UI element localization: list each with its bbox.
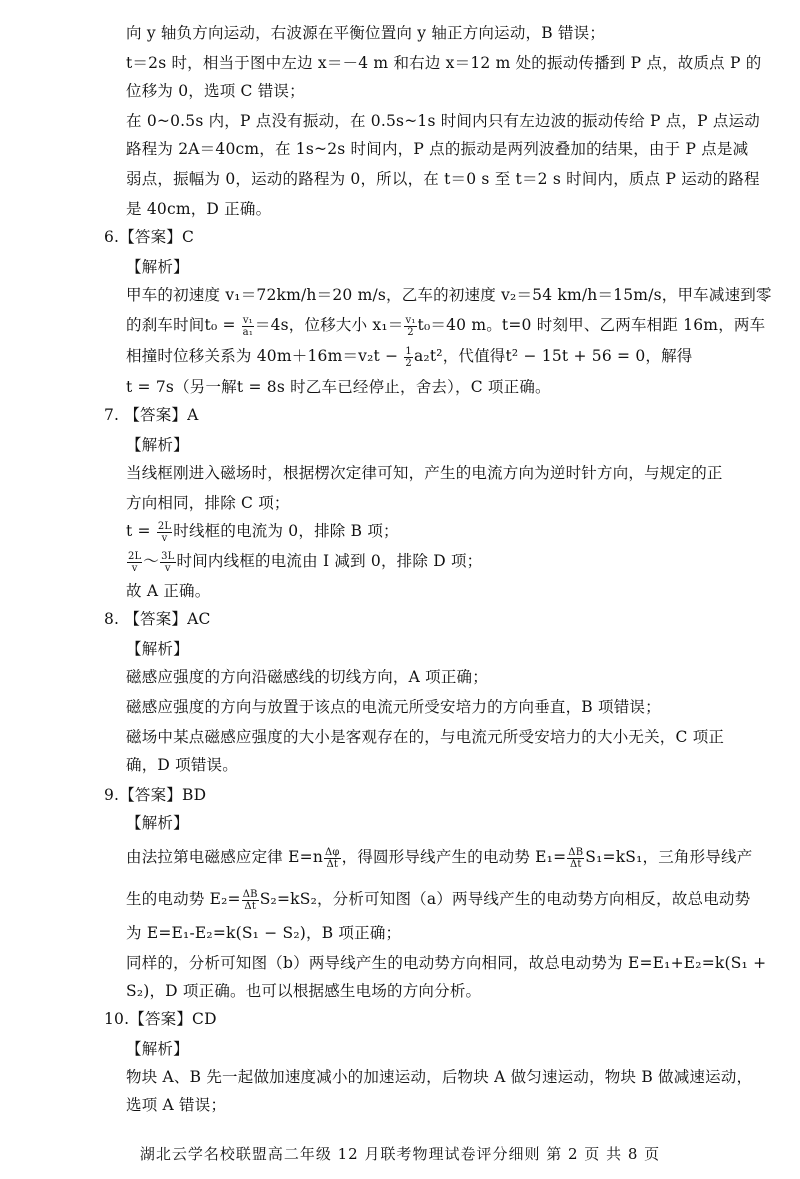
text-line-fraction xyxy=(126,314,765,338)
fraction-denominator: Δt xyxy=(326,858,339,870)
text-line: 同样的，分析可知图（b）两导线产生的电动势方向相同，故总电动势为 E=E₁+E₂=k(S₁ + xyxy=(126,954,767,972)
fraction-denominator: v xyxy=(164,562,171,574)
text-line: 位移为 0，选项 C 错误； xyxy=(126,82,305,100)
text-line: 向 y 轴负方向运动，右波源在平衡位置向 y 轴正方向运动，B 错误； xyxy=(126,24,606,42)
text-line: 故 A 正确。 xyxy=(126,582,211,600)
fraction-denominator: 2 xyxy=(405,357,412,369)
answer-heading-9: 9.【答案】BD xyxy=(104,786,207,804)
fraction-denominator: v xyxy=(161,532,168,544)
fraction-numerator: ΔB xyxy=(568,846,584,858)
text-line: S₂)，D 项正确。也可以根据感生电场的方向分析。 xyxy=(126,982,482,1000)
fraction-denominator: a₁ xyxy=(242,326,254,338)
answer-heading-8: 8. 【答案】AC xyxy=(104,610,211,628)
fraction xyxy=(242,315,254,338)
text-segment: 相撞时位移关系为 40m＋16m＝ xyxy=(126,347,359,365)
math-segment: t = xyxy=(126,522,156,540)
analysis-label-10: 【解析】 xyxy=(126,1040,189,1058)
text-segment: ，代值得t² − 15t + 56 = 0，解得 xyxy=(442,347,693,365)
text-line-fraction xyxy=(126,345,693,369)
fraction-numerator: v₁ xyxy=(405,314,416,326)
analysis-label-8: 【解析】 xyxy=(126,640,189,658)
fraction-numerator: Δφ xyxy=(325,846,340,858)
text-line: 在 0~0.5s 内，P 点没有振动，在 0.5s~1s 时间内只有左边波的振动传给 P 点，P 点运动 xyxy=(126,112,760,130)
fraction xyxy=(157,521,172,544)
fraction xyxy=(242,889,259,912)
text-line: 选项 A 错误； xyxy=(126,1096,227,1114)
fraction xyxy=(160,551,175,574)
text-line: t = 7s（另一解t = 8s 时乙车已经停止，舍去），C 项正确。 xyxy=(126,378,551,396)
text-segment: ，得圆形导线产生的电动势 E₁= xyxy=(341,848,567,866)
text-line-fraction xyxy=(126,520,399,544)
text-line: 是 40cm，D 正确。 xyxy=(126,200,272,218)
text-line-fraction xyxy=(126,846,752,870)
fraction-denominator: Δt xyxy=(244,900,257,912)
text-line: 物块 A、B 先一起做加速度减小的加速运动，后物块 A 做匀速运动，物块 B 做减速运动， xyxy=(126,1068,753,1086)
text-segment: 时线框的电流为 0，排除 B 项； xyxy=(173,522,399,540)
text-segment: S₂=kS₂，分析可知图（a）两导线产生的电动势方向相反，故总电动势 xyxy=(259,890,751,908)
text-segment: 的刹车时间 xyxy=(126,316,205,334)
text-line: 甲车的初速度 v₁＝72km/h＝20 m/s，乙车的初速度 v₂＝54 km/h＝15m/s，甲车减速到零 xyxy=(126,286,772,304)
text-segment: 时间内线框的电流由 I 减到 0，排除 D 项； xyxy=(176,552,483,570)
text-line: 方向相同，排除 C 项； xyxy=(126,494,290,512)
fraction-denominator: 2 xyxy=(407,326,414,338)
math-segment: t₀ = xyxy=(204,316,241,334)
text-line-fraction xyxy=(126,888,750,912)
text-segment: t₀＝40 m。t=0 时刻甲、乙两车相距 16m，两车 xyxy=(417,316,766,334)
fraction xyxy=(404,346,413,369)
math-segment: ～ xyxy=(143,552,160,570)
fraction-numerator: 2L xyxy=(128,550,142,562)
analysis-label-6: 【解析】 xyxy=(126,258,189,276)
math-segment: v₂t − xyxy=(358,347,404,365)
text-line-fraction xyxy=(126,550,482,574)
fraction xyxy=(324,847,341,870)
text-segment: 生的电动势 E₂= xyxy=(126,890,241,908)
fraction xyxy=(567,847,584,870)
text-line: 磁感应强度的方向沿磁感线的切线方向，A 项正确； xyxy=(126,668,488,686)
fraction-denominator: Δt xyxy=(569,858,582,870)
fraction-numerator: 2L xyxy=(157,520,172,532)
analysis-label-7: 【解析】 xyxy=(126,436,189,454)
text-line: 确，D 项错误。 xyxy=(126,756,238,774)
fraction-numerator: 3L xyxy=(161,550,175,562)
fraction xyxy=(127,551,142,574)
analysis-label-9: 【解析】 xyxy=(126,814,189,832)
text-segment: ＝4s，位移大小 x₁＝ xyxy=(254,316,404,334)
fraction-numerator: ΔB xyxy=(242,888,258,900)
fraction xyxy=(404,315,416,338)
fraction-numerator: v₁ xyxy=(242,314,253,326)
answer-heading-7: 7. 【答案】A xyxy=(104,406,199,424)
text-line: t＝2s 时，相当于图中左边 x＝－4 m 和右边 x＝12 m 处的振动传播到 P 点，故质点 P 的 xyxy=(126,54,762,72)
answer-heading-6: 6.【答案】C xyxy=(104,228,195,246)
text-line: 磁场中某点磁感应强度的大小是客观存在的，与电流元所受安培力的大小无关，C 项正 xyxy=(126,728,725,746)
text-line: 磁感应强度的方向与放置于该点的电流元所受安培力的方向垂直，B 项错误； xyxy=(126,698,661,716)
fraction-denominator: v xyxy=(131,562,138,574)
text-line: 弱点，振幅为 0，运动的路程为 0，所以，在 t＝0 s 至 t＝2 s 时间内，质点 P 运动的路程 xyxy=(126,170,760,188)
text-line: 路程为 2A＝40cm，在 1s~2s 时间内，P 点的振动是两列波叠加的结果，由于 P 点是减 xyxy=(126,140,749,158)
answer-heading-10: 10.【答案】CD xyxy=(104,1010,217,1028)
page-footer: 湖北云学名校联盟高二年级 12 月联考物理试卷评分细则 第 2 页 共 8 页 xyxy=(139,1145,661,1163)
text-segment: 由法拉第电磁感应定律 E=n xyxy=(126,848,324,866)
text-segment: S₁=kS₁，三角形导线产 xyxy=(585,848,753,866)
fraction-numerator: 1 xyxy=(405,345,412,357)
math-segment: a₂t² xyxy=(413,347,443,365)
text-line: 为 E=E₁-E₂=k(S₁ − S₂)，B 项正确； xyxy=(126,924,402,942)
text-line: 当线框刚进入磁场时，根据楞次定律可知，产生的电流方向为逆时针方向，与规定的正 xyxy=(126,464,723,482)
